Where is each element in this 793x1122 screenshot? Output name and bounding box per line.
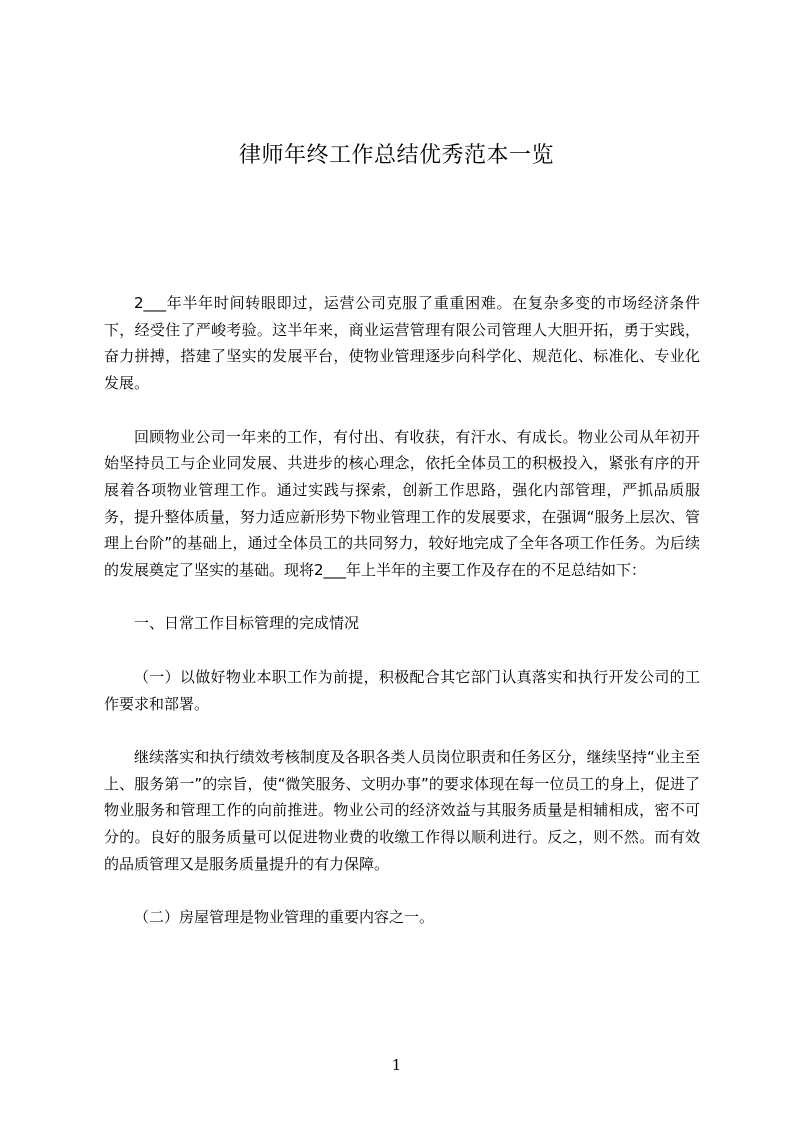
- paragraph-performance: 继续落实和执行绩效考核制度及各职各类人员岗位职责和任务区分，继续坚持“业主至上、服务第一”的宗旨，使“微笑服务、文明办事”的要求体现在每一位员工的身上，促进了物业服务和管理工作的向前推进。物业公司的经济效益与其服务质量是相辅相成，密不可分的。良好的服务质量可以促进物业费的收缴工作得以顺利进行。反之，则不然。而有效的品质管理又是服务质量提升的有力保障。: [104, 747, 700, 873]
- section-heading-1: 一、日常工作目标管理的完成情况: [134, 614, 360, 633]
- paragraph-intro: 2___年半年时间转眼即过，运营公司克服了重重困难。在复杂多变的市场经济条件下，经受住了严峻考验。这半年来，商业运营管理有限公司管理人大胆开拓，勇于实践，奋力拼搏，搭建了坚实的发展平台，使物业管理逐步向科学化、规范化、标准化、专业化发展。: [104, 294, 700, 393]
- subsection-heading-2: （二）房屋管理是物业管理的重要内容之一。: [134, 908, 435, 927]
- paragraph-review: 回顾物业公司一年来的工作，有付出、有收获，有汗水、有成长。物业公司从年初开始坚持员工与企业同发展、共进步的核心理念，依托全体员工的积极投入，紧张有序的开展着各项物业管理工作。通过实践与探索，创新工作思路，强化内部管理，严抓品质服务，提升整体质量，努力适应新形势下物业管理工作的发展要求，在强调“服务上层次、管理上台阶”的基础上，通过全体员工的共同努力，较好地完成了全年各项工作任务。为后续的发展奠定了坚实的基础。现将2___年上半年的主要工作及存在的不足总结如下：: [104, 427, 700, 580]
- page-number: 1: [391, 1056, 402, 1074]
- document-title: 律师年终工作总结优秀范本一览: [238, 143, 554, 168]
- document-body: [104, 290, 700, 931]
- subsection-heading-1: （一）以做好物业本职工作为前提，积极配合其它部门认真落实和执行开发公司的工作要求和部署。: [104, 667, 700, 713]
